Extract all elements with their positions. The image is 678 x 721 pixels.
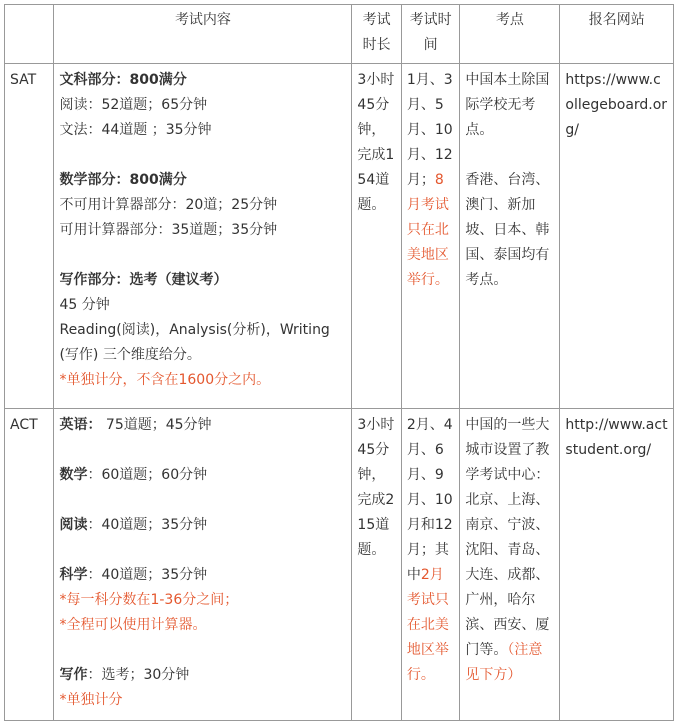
sat-dates: 1月、3月、5月、10月、12月； (406, 72, 453, 188)
exam-comparison-table (4, 4, 674, 721)
act-math-text: ：60道题；60分钟 (87, 467, 208, 483)
act-science-text: ：40道题；35分钟 (87, 567, 208, 583)
sat-dates-note: 8月考试只在北美地区举行。 (406, 172, 449, 288)
act-reading-title: 阅读 (59, 517, 88, 533)
header-website: 报名网站 (560, 5, 674, 64)
act-locations-cell (460, 409, 560, 721)
sat-reading-line: 阅读：52道题；65分钟 (59, 97, 208, 113)
act-duration: 3小时45分钟，完成215道题。 (352, 409, 401, 721)
sat-grammar-line: 文法：44道题 ；35分钟 (59, 122, 212, 138)
act-locations-note: （注意见下方） (465, 642, 543, 683)
act-website-link[interactable]: http://www.actstudent.org/ (560, 409, 674, 721)
sat-dates-cell (401, 64, 459, 409)
act-locations: 中国的一些大城市设置了教学考试中心：北京、上海、南京、宁波、沈阳、青岛、大连、成都、广州，哈尔滨、西安、厦门等。 (465, 417, 550, 658)
header-row (5, 5, 674, 64)
act-dates-note: 2月考试只在北美地区举行。 (406, 567, 449, 683)
act-dates-cell (401, 409, 459, 721)
sat-locations-cell (460, 64, 560, 409)
sat-writing-duration: 45 分钟 (59, 297, 110, 313)
act-math-title: 数学 (59, 467, 88, 483)
act-score-note: *每一科分数在1-36分之间； (59, 592, 239, 608)
sat-locations-china: 中国本土除国际学校无考点。 (465, 72, 550, 138)
act-writing-line (59, 663, 346, 688)
sat-verbal-title: 文科部分：800满分 (59, 72, 187, 88)
act-label: ACT (5, 409, 54, 721)
header-empty-cell (5, 5, 54, 64)
sat-writing-note: *单独计分，不含在1600分之内。 (59, 372, 271, 388)
sat-website-link[interactable]: https://www.collegeboard.org/ (560, 64, 674, 409)
act-writing-text: ：选考；30分钟 (87, 667, 190, 683)
sat-math-title: 数学部分：800满分 (59, 172, 187, 188)
sat-writing-title: 写作部分：选考（建议考） (59, 272, 228, 288)
header-locations: 考点 (460, 5, 560, 64)
act-calculator-note: *全程可以使用计算器。 (59, 617, 207, 633)
sat-locations-asia: 香港、台湾、澳门、新加坡、日本、韩国、泰国均有考点。 (465, 172, 550, 288)
act-row (5, 409, 674, 721)
header-content: 考试内容 (54, 5, 352, 64)
sat-writing-scoring: Reading(阅读)，Analysis(分析)，Writing (写作) 三个维度给分。 (59, 322, 330, 363)
act-dates: 2月、4月、6月、9月、10月和12月；其中 (406, 417, 453, 583)
header-dates: 考试时间 (401, 5, 459, 64)
act-science-title: 科学 (59, 567, 88, 583)
sat-label: SAT (5, 64, 54, 409)
sat-content-cell (54, 64, 352, 409)
act-math-line (59, 463, 346, 488)
act-reading-text: ：40道题；35分钟 (87, 517, 208, 533)
sat-row (5, 64, 674, 409)
act-english-title: 英语： (59, 417, 102, 433)
act-content-cell (54, 409, 352, 721)
act-writing-title: 写作 (59, 667, 88, 683)
sat-calc-line: 可用计算器部分：35道题；35分钟 (59, 222, 278, 238)
act-english-line (59, 413, 346, 438)
act-reading-line (59, 513, 346, 538)
act-writing-note: *单独计分 (59, 692, 123, 708)
act-english-text: 75道题；45分钟 (101, 417, 212, 433)
act-science-line (59, 563, 346, 588)
sat-duration: 3小时45分钟，完成154道题。 (352, 64, 401, 409)
sat-no-calc-line: 不可用计算器部分：20道；25分钟 (59, 197, 278, 213)
header-duration: 考试时长 (352, 5, 401, 64)
